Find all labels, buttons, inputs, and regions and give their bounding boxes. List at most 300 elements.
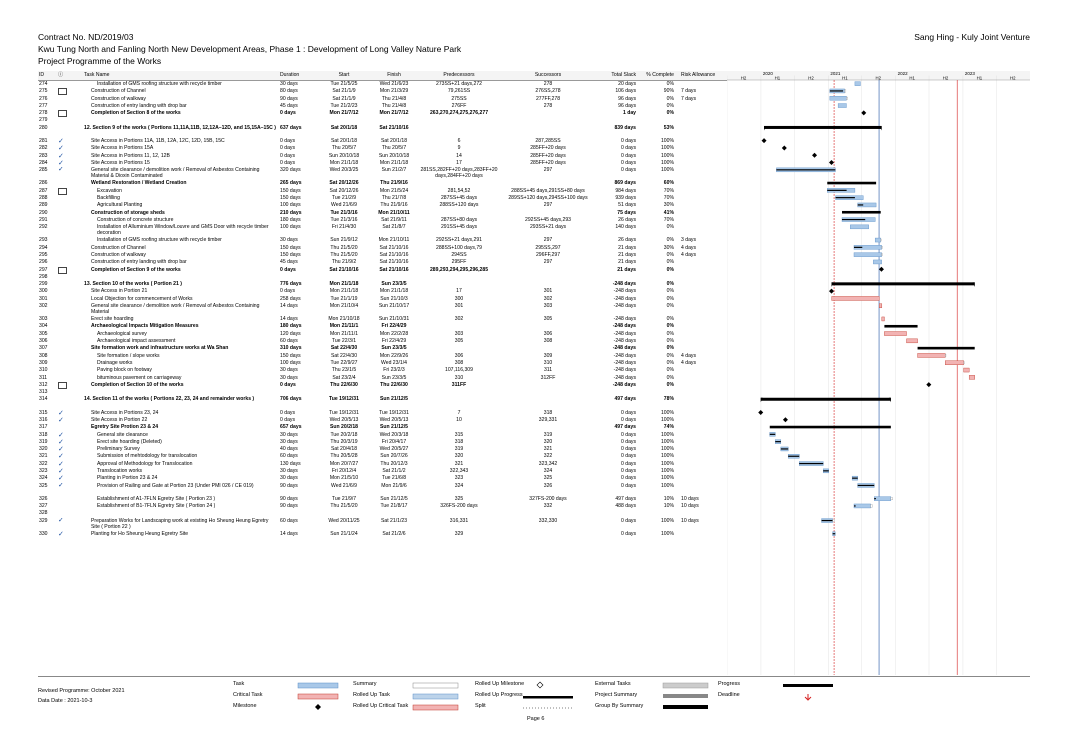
cell-risk (675, 167, 727, 180)
table-row[interactable] (38, 117, 727, 124)
cell-dur: 776 days (280, 281, 302, 288)
cell-pct: 0% (666, 316, 674, 323)
cell-dur (279, 389, 319, 396)
table-row[interactable] (38, 483, 727, 496)
cell-name: Egretry Site Protion 23 & 24 (91, 424, 159, 431)
cell-id: 295 (39, 251, 48, 258)
risk-allowance-bar (882, 246, 883, 248)
cell-pct: 100% (660, 453, 674, 460)
cell-slack: 0 days (620, 475, 636, 482)
cell-id: 280 (39, 124, 48, 131)
cell-id: 289 (39, 202, 48, 209)
table-row[interactable] (38, 88, 727, 95)
table-row[interactable] (38, 274, 727, 281)
row-indicator (57, 138, 83, 145)
cell-dur: 60 days (280, 517, 298, 524)
table-row[interactable] (38, 103, 727, 110)
cell-succ (499, 510, 597, 517)
cell-succ: 276SS,278 (535, 88, 561, 95)
cell-pct: 100% (660, 438, 674, 445)
cell-pred: 288SS+100 days,79 (435, 244, 483, 251)
table-row[interactable] (38, 382, 727, 389)
table-row[interactable] (38, 210, 727, 217)
cell-dur: 657 days (280, 424, 302, 431)
table-row[interactable] (38, 160, 727, 167)
cell-name: Paving block on footway (97, 367, 152, 374)
row-indicator (57, 281, 83, 288)
legend-project-summary-swatch (663, 694, 708, 698)
table-row[interactable] (38, 303, 727, 316)
cell-succ: 324 (543, 468, 553, 474)
cell-slack: 984 days (615, 187, 636, 194)
cell-pct: 70% (663, 216, 674, 223)
cell-finish: Sat 21/10/16 (379, 244, 409, 251)
table-row[interactable] (38, 202, 727, 209)
cell-pred (419, 345, 499, 352)
risk-allowance-bar (964, 362, 965, 364)
cell-pct: 60% (663, 180, 674, 187)
legend-rolled-up-milestone-swatch (537, 682, 543, 688)
col-finish: Finish (387, 72, 401, 78)
cell-risk: 4 days (681, 359, 697, 366)
cell-name: Site Access in Portions 15A (91, 145, 154, 152)
row-indicator (57, 345, 83, 352)
progress-bar (823, 470, 829, 471)
cell-start (319, 510, 369, 517)
completed-check-icon: ✓ (58, 517, 64, 524)
row-indicator (57, 303, 83, 316)
cell-name: Site Access in Portions 15 (91, 159, 150, 166)
cell-dur: 90 days (280, 503, 298, 510)
cell-slack: 0 days (620, 438, 636, 445)
row-indicator (57, 245, 83, 252)
cell-finish: Thu 21/7/8 (381, 194, 407, 201)
table-row[interactable] (38, 81, 727, 88)
cell-slack: 869 days (614, 180, 636, 187)
cell-risk: 10 days (681, 503, 699, 510)
cell-finish: Sat 21/9/11 (381, 216, 407, 223)
cell-name: Completion of Section 8 of the works (91, 110, 181, 117)
table-row[interactable] (38, 338, 727, 345)
cell-start: Sat 20/12/26 (329, 180, 359, 187)
cell-slack: 0 days (620, 530, 636, 537)
cell-succ: 309 (543, 352, 553, 359)
cell-start: Fri 20/12/4 (331, 468, 357, 474)
cell-pct: 0% (666, 352, 674, 359)
table-row[interactable] (38, 510, 727, 517)
cell-pred: 17 (456, 288, 462, 295)
half-label: H1 (842, 75, 848, 81)
table-row[interactable] (38, 153, 727, 160)
progress-bar (854, 247, 862, 248)
cell-finish: Mon 21/1/18 (379, 159, 409, 166)
cell-pct: 0% (666, 102, 674, 109)
cell-dur: 45 days (280, 102, 298, 109)
task-bar (854, 504, 871, 508)
cell-slack: 839 days (614, 124, 636, 131)
cell-id: 324 (39, 475, 48, 482)
table-row[interactable] (38, 323, 727, 330)
task-bar (850, 225, 868, 229)
task-table (38, 71, 727, 538)
cell-risk (675, 195, 727, 202)
cell-name: Planting in Portion 23 & 24 (97, 475, 158, 482)
cell-id: 317 (39, 424, 48, 431)
cell-pred: 281,54,52 (447, 187, 471, 194)
row-indicator (57, 468, 83, 475)
table-row[interactable] (38, 446, 727, 453)
cell-pred (419, 210, 499, 217)
col-id: ID (39, 72, 45, 78)
table-row[interactable] (38, 417, 727, 424)
cell-finish: Wed 23/1/4 (381, 359, 407, 366)
cell-name: Establishment of A1-7FLN Egretry Site ( Portion 23 ) (97, 495, 216, 502)
cell-start: Tue 20/2/18 (330, 431, 358, 438)
cell-id: 313 (39, 389, 48, 396)
cell-pct (637, 117, 675, 124)
table-row[interactable] (38, 353, 727, 360)
cell-start: Mon 21/11/1 (330, 330, 358, 337)
cell-dur: 30 days (280, 438, 298, 445)
row-indicator (57, 274, 83, 281)
cell-pct (637, 274, 675, 281)
cell-succ: 285FF+20 days (530, 152, 566, 159)
table-row[interactable] (38, 410, 727, 417)
cell-succ (499, 396, 597, 409)
cell-name: Planting for Ho Sheung Heung Egretry Site (91, 530, 189, 537)
cell-id: 325 (39, 482, 48, 489)
cell-start (319, 389, 369, 396)
note-icon (58, 382, 67, 389)
cell-risk (675, 145, 727, 152)
cell-succ: 289SS+120 days,294SS+100 days (508, 194, 588, 201)
cell-pred (419, 125, 499, 138)
cell-pct: 30% (663, 244, 674, 251)
cell-finish (369, 389, 419, 396)
row-indicator (57, 424, 83, 431)
cell-slack: 0 days (620, 152, 636, 159)
cell-pct: 100% (660, 460, 674, 467)
table-row[interactable] (38, 217, 727, 224)
cell-id: 290 (39, 209, 48, 216)
cell-succ: 278 (543, 102, 553, 109)
cell-pred: 301 (454, 302, 464, 309)
cell-finish: Sun 21/10/17 (378, 302, 410, 309)
table-row[interactable] (38, 360, 727, 367)
cell-risk (675, 180, 727, 187)
cell-pct: 100% (660, 152, 674, 159)
cell-pred: 10 (456, 416, 462, 423)
cell-succ: 303 (543, 302, 553, 309)
cell-dur: 90 days (280, 482, 298, 489)
cell-finish: Mon 21/10/11 (378, 209, 410, 216)
legend-milestone-swatch (315, 704, 321, 710)
cell-start (319, 117, 369, 124)
cell-pred (419, 281, 499, 288)
col-task-name: Task Name (84, 72, 110, 78)
cell-succ (499, 274, 597, 281)
cell-slack: 0 days (620, 468, 636, 474)
cell-dur: 100 days (280, 359, 301, 366)
cell-id: 282 (39, 145, 48, 152)
critical-task-bar (879, 304, 882, 308)
cell-id: 309 (39, 359, 48, 366)
table-row[interactable] (38, 167, 727, 180)
table-row[interactable] (38, 424, 727, 431)
cell-pred: 17 (456, 159, 462, 166)
cell-slack: 0 days (620, 453, 636, 460)
cell-succ: 329,331 (538, 416, 558, 423)
legend-rolled-up-task-swatch (413, 683, 458, 688)
half-label: H2 (740, 75, 747, 81)
table-row[interactable] (38, 245, 727, 252)
table-row[interactable] (38, 125, 727, 138)
cell-finish: Wed 21/6/23 (379, 81, 409, 87)
cell-finish: Sun 21/2/7 (381, 167, 407, 174)
table-row[interactable] (38, 389, 727, 396)
cell-slack: 0 days (620, 409, 636, 416)
cell-start: Sun 20/10/18 (328, 152, 360, 159)
cell-dur: 100 days (280, 202, 301, 209)
cell-id: 287 (39, 187, 48, 194)
cell-risk (675, 153, 727, 160)
cell-id: 293 (39, 237, 48, 244)
cell-id: 278 (39, 110, 48, 117)
cell-pred: 325 (454, 495, 464, 502)
cell-pct: 0% (666, 338, 674, 345)
cell-risk (675, 367, 727, 374)
cell-dur (279, 274, 319, 281)
cell-name: Construction of storage sheds (91, 209, 165, 216)
table-row[interactable] (38, 288, 727, 295)
cell-slack: 26 days (618, 216, 636, 223)
cell-start: Tue 21/2/23 (330, 102, 358, 109)
cell-risk (675, 316, 727, 323)
cell-dur: 150 days (280, 194, 301, 201)
table-row[interactable] (38, 252, 727, 259)
completed-check-icon: ✓ (58, 159, 64, 167)
cell-pct: 30% (663, 202, 674, 209)
cell-finish: Sun 21/10/31 (378, 316, 410, 323)
programme-subtitle: Project Programme of the Works (38, 56, 162, 66)
table-row[interactable] (38, 331, 727, 338)
cell-pred: 291SS+45 days (440, 224, 478, 231)
completed-check-icon: ✓ (58, 416, 64, 424)
cell-start: Mon 21/1/18 (329, 159, 359, 166)
row-indicator (57, 396, 83, 409)
table-row[interactable] (38, 432, 727, 439)
table-row[interactable] (38, 503, 727, 510)
cell-start: Thu 23/1/5 (331, 367, 357, 374)
table-row[interactable] (38, 110, 727, 117)
cell-finish: Wed 20/3/18 (379, 431, 409, 438)
row-indicator (57, 503, 83, 510)
cell-finish: Sat 21/1/2 (382, 468, 406, 474)
table-row[interactable] (38, 138, 727, 145)
cell-succ: 306 (543, 330, 553, 337)
cell-slack: -248 days (613, 352, 636, 359)
cell-id: 300 (39, 288, 48, 295)
cell-pct: 0% (666, 295, 674, 302)
table-row[interactable] (38, 281, 727, 288)
cell-risk (675, 81, 727, 88)
table-row[interactable] (38, 367, 727, 374)
cell-name: Submission of mehtodology for translocation (97, 453, 198, 460)
cell-name: Erect site hoarding (Deleted) (97, 438, 162, 445)
cell-slack: 1 day (622, 110, 636, 117)
cell-start: Thu 20/5/28 (330, 453, 358, 460)
group-summary-bar (827, 182, 876, 185)
cell-pred: 7 (457, 409, 461, 416)
cell-id: 314 (39, 396, 48, 403)
table-row[interactable] (38, 461, 727, 468)
cell-finish: Sat 21/10/16 (379, 259, 409, 266)
cell-finish: Sat 21/10/16 (379, 251, 409, 258)
cell-start: Sat 22/4/30 (330, 352, 358, 359)
cell-start: Tue 19/12/31 (329, 409, 359, 416)
cell-finish: Sat 21/10/16 (379, 124, 409, 131)
cell-start: Tue 21/1/19 (330, 295, 358, 302)
table-row[interactable] (38, 345, 727, 352)
cell-slack: 0 days (620, 431, 636, 438)
cell-finish (369, 274, 419, 281)
cell-start: Mon 21/11/1 (329, 323, 359, 330)
year-label: 2023 (964, 71, 975, 76)
cell-finish: Wed 20/5/13 (379, 416, 409, 423)
cell-pred: 300 (454, 295, 464, 302)
milestone-diamond (782, 145, 787, 150)
cell-name: Installation of GMS roofing structure with recycle timber (97, 81, 222, 87)
cell-slack: 75 days (617, 209, 636, 216)
table-row[interactable] (38, 180, 727, 187)
cell-finish: Tue 21/6/8 (381, 475, 407, 482)
table-row[interactable] (38, 453, 727, 460)
cell-risk (675, 389, 727, 396)
progress-bar (836, 197, 855, 198)
cell-finish: Sun 21/12/5 (380, 495, 408, 502)
table-row[interactable] (38, 267, 727, 274)
cell-finish: Fri 20/4/17 (381, 438, 407, 445)
cell-dur: 14 days (280, 302, 298, 309)
year-label: 2022 (897, 71, 908, 76)
cell-id: 283 (39, 152, 48, 159)
cell-pred: 305 (454, 338, 464, 345)
table-row[interactable] (38, 439, 727, 446)
cell-succ (499, 531, 597, 538)
table-row[interactable] (38, 518, 727, 531)
cell-dur: 0 days (280, 416, 296, 423)
cell-risk (675, 424, 727, 431)
table-row[interactable] (38, 195, 727, 202)
cell-finish: Sat 21/2/6 (382, 530, 406, 537)
cell-dur: 45 days (280, 259, 298, 266)
table-row[interactable] (38, 316, 727, 323)
cell-succ: 297 (543, 167, 553, 174)
cell-dur: 0 days (280, 409, 296, 416)
cell-slack (597, 117, 637, 124)
row-indicator (57, 360, 83, 367)
table-row[interactable] (38, 96, 727, 103)
cell-risk (675, 288, 727, 295)
cell-pred: 323 (454, 475, 464, 482)
group-summary-bar (770, 426, 891, 429)
cell-dur: 258 days (280, 295, 301, 302)
critical-task-bar (884, 332, 906, 336)
table-row[interactable] (38, 396, 727, 409)
cell-start: Tue 22/9/27 (330, 359, 358, 366)
cell-pred: 321 (454, 460, 464, 467)
cell-risk (675, 461, 727, 468)
cell-pred: 329 (454, 530, 464, 537)
cell-pred (419, 274, 499, 281)
row-indicator (57, 375, 83, 382)
cell-pct: 0% (666, 330, 674, 337)
row-indicator (57, 103, 83, 110)
cell-finish: Tue 19/12/31 (379, 409, 409, 416)
cell-start: Tue 21/5/25 (330, 81, 358, 87)
cell-risk: 10 days (681, 517, 699, 524)
cell-risk (675, 117, 727, 124)
cell-id: 288 (39, 194, 48, 201)
row-indicator (57, 496, 83, 503)
cell-slack: 488 days (615, 503, 636, 510)
cell-slack: -248 days (613, 316, 636, 323)
table-row[interactable] (38, 188, 727, 195)
row-indicator (57, 432, 83, 439)
row-indicator (57, 110, 83, 117)
cell-finish: Sun 21/12/5 (379, 424, 409, 431)
legend-group-summary-label: Group By Summary (595, 703, 644, 709)
row-indicator (57, 252, 83, 259)
cell-finish: Tue 21/8/17 (380, 503, 408, 510)
cell-succ: 310 (543, 359, 553, 366)
table-row[interactable] (38, 496, 727, 503)
cell-slack: 21 days (618, 259, 636, 266)
cell-slack (597, 389, 637, 396)
table-row[interactable] (38, 531, 727, 538)
legend-deadline-arrow-icon (805, 694, 811, 700)
col-duration: Duration (280, 72, 300, 78)
cell-finish: Sun 23/3/5 (381, 281, 407, 288)
cell-id: 306 (39, 338, 48, 345)
cell-start: Thu 22/6/30 (330, 381, 358, 388)
note-icon (58, 188, 67, 195)
completed-check-icon: ✓ (58, 446, 64, 454)
table-row[interactable] (38, 224, 727, 237)
table-row[interactable] (38, 259, 727, 266)
cell-slack: -248 days (613, 367, 636, 374)
cell-risk (675, 160, 727, 167)
table-row[interactable] (38, 145, 727, 152)
row-indicator (57, 296, 83, 303)
cell-slack: 0 days (620, 167, 636, 174)
cell-pct: 100% (660, 530, 674, 537)
table-row[interactable] (38, 475, 727, 482)
legend-rolled-up-progress-swatch (413, 694, 458, 699)
completed-check-icon: ✓ (58, 167, 64, 174)
cell-pred: 326FS-200 days (440, 503, 478, 510)
cell-pct: 100% (660, 475, 674, 482)
cell-start: Mon 21/7/12 (329, 110, 359, 117)
cell-finish: Sun 23/3/5 (381, 374, 407, 381)
cell-pred: 288SS+120 days (439, 202, 479, 209)
table-row[interactable] (38, 237, 727, 244)
table-row[interactable] (38, 375, 727, 382)
cell-dur: 30 days (280, 367, 298, 374)
cell-finish: Sun 20/10/18 (378, 152, 410, 159)
table-row[interactable] (38, 468, 727, 475)
table-row[interactable] (38, 296, 727, 303)
